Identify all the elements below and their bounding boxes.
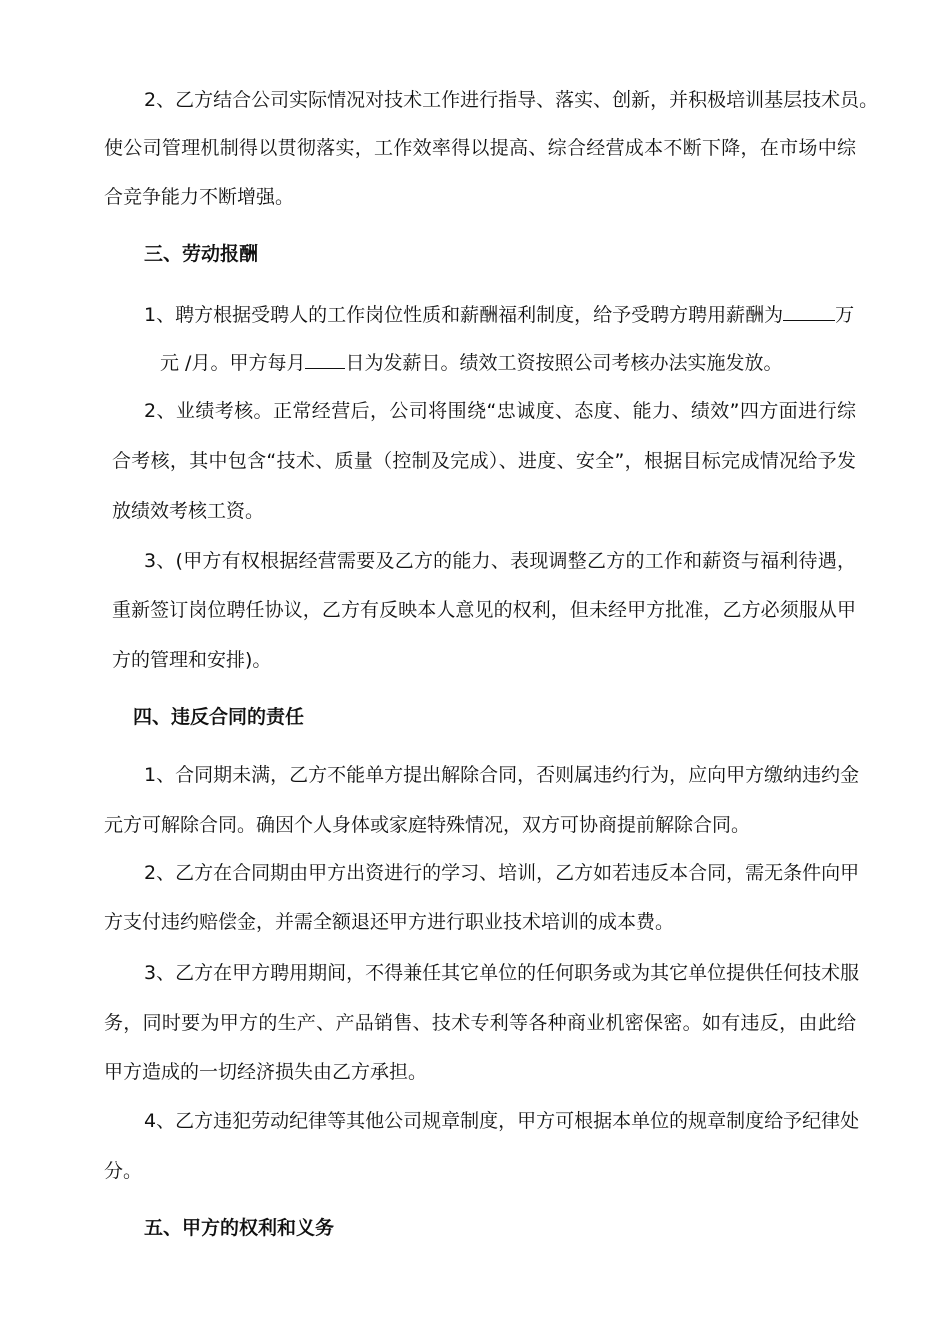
paragraph-line: 元方可解除合同。确因个人身体或家庭特殊情况，双方可协商提前解除合同。 [104,814,751,836]
section-heading: 五、甲方的权利和义务 [144,1217,335,1239]
paragraph-line [160,348,782,375]
payday-clause-text: 元 /月。甲方每月 [160,352,306,374]
paragraph-line: 2、乙方在合同期由甲方出资进行的学习、培训，乙方如若违反本合同，需无条件向甲 [144,862,860,884]
paragraph-line: 使公司管理机制得以贯彻落实，工作效率得以提高、综合经营成本不断下降，在市场中综 [104,137,856,159]
payday-clause-rest: 日为发薪日。绩效工资按照公司考核办法实施发放。 [345,352,783,374]
paragraph-line: 2、业绩考核。正常经营后，公司将围绕“忠诚度、态度、能力、绩效”四方面进行综 [144,400,856,422]
paragraph-line: 放绩效考核工资。 [112,500,265,522]
salary-clause-text: 1、聘方根据受聘人的工作岗位性质和薪酬福利制度，给予受聘方聘用薪酬为 [144,304,784,326]
paragraph-line: 方的管理和安排)。 [112,649,272,671]
section-heading: 三、劳动报酬 [144,243,259,265]
paragraph-line: 重新签订岗位聘任协议，乙方有反映本人意见的权利，但未经甲方批准，乙方必须服从甲 [112,599,856,621]
paragraph-line: 4、乙方违犯劳动纪律等其他公司规章制度，甲方可根据本单位的规章制度给予纪律处 [144,1110,860,1132]
paragraph-line: 方支付违约赔偿金，并需全额退还甲方进行职业技术培训的成本费。 [104,911,675,933]
salary-amount-blank [783,300,835,321]
paragraph-line: 合考核，其中包含“技术、质量（控制及完成）、进度、安全”，根据目标完成情况给予发 [112,450,856,472]
salary-unit-text: 万 [835,304,855,326]
paragraph-line: 2、乙方结合公司实际情况对技术工作进行指导、落实、创新，并积极培训基层技术员。 [144,89,879,111]
paragraph-line: 3、乙方在甲方聘用期间，不得兼任其它单位的任何职务或为其它单位提供任何技术服 [144,962,860,984]
paragraph-line: 甲方造成的一切经济损失由乙方承担。 [104,1061,428,1083]
paragraph-line: 务，同时要为甲方的生产、产品销售、技术专利等各种商业机密保密。如有违反，由此给 [104,1012,856,1034]
paragraph-line [144,300,854,327]
section-heading: 四、违反合同的责任 [133,706,305,728]
payday-blank [305,348,345,369]
paragraph-line: 分。 [104,1160,143,1182]
paragraph-line: 3、(甲方有权根据经营需要及乙方的能力、表现调整乙方的工作和薪资与福利待遇， [144,550,856,572]
paragraph-line: 合竞争能力不断增强。 [104,186,295,208]
paragraph-line: 1、合同期未满，乙方不能单方提出解除合同，否则属违约行为，应向甲方缴纳违约金 [144,764,860,786]
